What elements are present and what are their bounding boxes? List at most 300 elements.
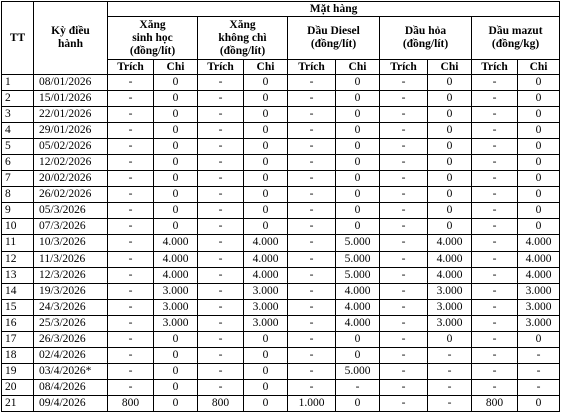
- row-tt: 6: [2, 155, 34, 171]
- cell-chi: 0: [518, 331, 560, 347]
- table-row: [2, 299, 560, 315]
- header-ky-dieu-hanh: [34, 2, 108, 75]
- table-row: [2, 75, 560, 91]
- cell-trich: -: [472, 155, 518, 171]
- cell-trich: -: [108, 283, 154, 299]
- header-product-line: Xăng: [229, 18, 256, 31]
- cell-chi: 4.000: [244, 251, 288, 267]
- row-date: 15/01/2026: [34, 91, 108, 107]
- fuel-price-table: [1, 1, 560, 412]
- cell-chi: 0: [244, 107, 288, 123]
- header-product-0: [108, 17, 198, 60]
- table-header: [2, 2, 560, 75]
- cell-trich: -: [288, 171, 336, 187]
- cell-chi: 0: [154, 171, 198, 187]
- cell-trich: -: [472, 123, 518, 139]
- cell-trich: -: [380, 331, 428, 347]
- table-row: [2, 267, 560, 283]
- table-row: [2, 283, 560, 299]
- cell-chi: -: [336, 379, 380, 395]
- cell-trich: -: [288, 219, 336, 235]
- cell-trich: 1.000: [288, 395, 336, 411]
- cell-chi: 4.000: [336, 283, 380, 299]
- cell-trich: -: [288, 155, 336, 171]
- cell-chi: 0: [336, 171, 380, 187]
- header-trich: Trích: [288, 60, 336, 75]
- cell-trich: -: [198, 347, 244, 363]
- cell-chi: 0: [428, 123, 472, 139]
- cell-trich: -: [288, 251, 336, 267]
- cell-trich: -: [288, 347, 336, 363]
- row-date: 05/3/2026: [34, 203, 108, 219]
- cell-trich: -: [472, 283, 518, 299]
- cell-trich: -: [380, 219, 428, 235]
- cell-chi: 0: [518, 219, 560, 235]
- cell-chi: 0: [244, 155, 288, 171]
- cell-trich: -: [472, 139, 518, 155]
- cell-trich: -: [380, 171, 428, 187]
- row-tt: 3: [2, 107, 34, 123]
- row-tt: 10: [2, 219, 34, 235]
- cell-chi: 4.000: [518, 235, 560, 251]
- row-date: 26/02/2026: [34, 187, 108, 203]
- cell-chi: 0: [244, 395, 288, 411]
- cell-trich: -: [380, 251, 428, 267]
- cell-chi: 0: [154, 363, 198, 379]
- cell-chi: -: [428, 395, 472, 411]
- table-row: [2, 203, 560, 219]
- row-date: 20/02/2026: [34, 171, 108, 187]
- cell-trich: -: [472, 331, 518, 347]
- cell-trich: -: [288, 187, 336, 203]
- header-chi: Chi: [154, 60, 198, 75]
- cell-chi: 0: [518, 155, 560, 171]
- header-product-3: [380, 17, 472, 60]
- cell-trich: -: [380, 91, 428, 107]
- cell-trich: -: [472, 171, 518, 187]
- cell-chi: 3.000: [154, 283, 198, 299]
- cell-trich: -: [380, 235, 428, 251]
- cell-trich: -: [288, 331, 336, 347]
- cell-chi: 5.000: [336, 363, 380, 379]
- header-ky-line1: Kỳ điều: [51, 25, 90, 37]
- cell-trich: -: [108, 91, 154, 107]
- cell-trich: -: [198, 331, 244, 347]
- cell-chi: 0: [518, 139, 560, 155]
- cell-trich: -: [108, 379, 154, 395]
- cell-chi: 3.000: [518, 299, 560, 315]
- cell-chi: 0: [428, 91, 472, 107]
- row-date: 08/01/2026: [34, 75, 108, 91]
- row-tt: 12: [2, 251, 34, 267]
- cell-chi: -: [428, 347, 472, 363]
- cell-chi: 0: [428, 331, 472, 347]
- table-row: [2, 123, 560, 139]
- cell-trich: -: [108, 123, 154, 139]
- header-trich: Trích: [472, 60, 518, 75]
- cell-trich: -: [108, 347, 154, 363]
- cell-chi: 0: [336, 347, 380, 363]
- cell-trich: -: [380, 267, 428, 283]
- header-product-line: (đồng/lít): [402, 38, 449, 50]
- cell-chi: 4.000: [428, 251, 472, 267]
- header-product-line: Dầu hỏa: [404, 25, 447, 37]
- cell-trich: 800: [198, 395, 244, 411]
- cell-chi: 4.000: [154, 267, 198, 283]
- header-product-line: (đồng/lít): [310, 38, 357, 50]
- cell-trich: -: [198, 219, 244, 235]
- row-date: 22/01/2026: [34, 107, 108, 123]
- cell-trich: -: [288, 315, 336, 331]
- cell-trich: -: [472, 299, 518, 315]
- cell-chi: 0: [154, 395, 198, 411]
- cell-chi: -: [428, 379, 472, 395]
- cell-chi: -: [518, 363, 560, 379]
- row-tt: 14: [2, 283, 34, 299]
- cell-trich: -: [198, 107, 244, 123]
- cell-chi: 3.000: [518, 283, 560, 299]
- cell-trich: -: [108, 363, 154, 379]
- cell-trich: -: [198, 299, 244, 315]
- header-chi: Chi: [244, 60, 288, 75]
- row-date: 29/01/2026: [34, 123, 108, 139]
- cell-chi: 0: [518, 203, 560, 219]
- cell-trich: -: [198, 123, 244, 139]
- cell-chi: 5.000: [336, 267, 380, 283]
- cell-chi: 0: [518, 395, 560, 411]
- cell-chi: 0: [244, 347, 288, 363]
- cell-trich: -: [472, 203, 518, 219]
- cell-chi: 0: [154, 123, 198, 139]
- cell-trich: -: [198, 139, 244, 155]
- cell-trich: -: [108, 75, 154, 91]
- cell-chi: 0: [428, 155, 472, 171]
- table-row: [2, 155, 560, 171]
- cell-trich: -: [198, 155, 244, 171]
- cell-chi: 0: [518, 91, 560, 107]
- table-row: [2, 139, 560, 155]
- cell-chi: 0: [518, 171, 560, 187]
- header-trich: Trích: [198, 60, 244, 75]
- table-row: [2, 347, 560, 363]
- cell-chi: 0: [428, 107, 472, 123]
- cell-trich: -: [472, 347, 518, 363]
- cell-chi: 0: [154, 331, 198, 347]
- header-product-line: (đồng/lít): [129, 44, 176, 57]
- cell-chi: -: [518, 347, 560, 363]
- cell-chi: 0: [244, 171, 288, 187]
- cell-chi: 0: [428, 139, 472, 155]
- cell-chi: 0: [336, 91, 380, 107]
- row-tt: 19: [2, 363, 34, 379]
- row-date: 12/02/2026: [34, 155, 108, 171]
- cell-chi: 0: [518, 187, 560, 203]
- row-date: 07/3/2026: [34, 219, 108, 235]
- cell-trich: -: [380, 75, 428, 91]
- cell-trich: 800: [108, 395, 154, 411]
- cell-chi: 0: [244, 75, 288, 91]
- cell-chi: 0: [336, 187, 380, 203]
- cell-trich: -: [108, 315, 154, 331]
- cell-chi: 4.000: [428, 235, 472, 251]
- header-trich: Trích: [380, 60, 428, 75]
- cell-chi: 0: [518, 75, 560, 91]
- cell-trich: -: [472, 379, 518, 395]
- row-tt: 16: [2, 315, 34, 331]
- cell-trich: -: [108, 219, 154, 235]
- cell-trich: -: [108, 187, 154, 203]
- cell-trich: -: [108, 107, 154, 123]
- cell-trich: -: [288, 363, 336, 379]
- row-date: 05/02/2026: [34, 139, 108, 155]
- cell-trich: -: [380, 203, 428, 219]
- cell-chi: 0: [336, 107, 380, 123]
- row-tt: 8: [2, 187, 34, 203]
- table-row: [2, 251, 560, 267]
- cell-trich: -: [108, 251, 154, 267]
- header-tt: TT: [2, 2, 34, 75]
- row-date: 25/3/2026: [34, 315, 108, 331]
- table-body: [2, 75, 560, 412]
- cell-chi: 4.000: [336, 299, 380, 315]
- cell-chi: 0: [336, 139, 380, 155]
- cell-trich: -: [198, 379, 244, 395]
- cell-chi: 0: [244, 219, 288, 235]
- cell-trich: -: [288, 91, 336, 107]
- cell-chi: 0: [244, 363, 288, 379]
- cell-chi: 0: [336, 219, 380, 235]
- cell-trich: -: [288, 75, 336, 91]
- cell-trich: -: [472, 267, 518, 283]
- cell-chi: 0: [336, 155, 380, 171]
- cell-chi: 3.000: [428, 299, 472, 315]
- cell-chi: 0: [154, 347, 198, 363]
- cell-trich: -: [198, 251, 244, 267]
- cell-trich: -: [198, 267, 244, 283]
- cell-trich: -: [472, 219, 518, 235]
- cell-chi: 0: [336, 75, 380, 91]
- cell-chi: 0: [244, 203, 288, 219]
- row-tt: 5: [2, 139, 34, 155]
- row-tt: 2: [2, 91, 34, 107]
- header-product-1: [198, 17, 288, 60]
- cell-trich: -: [380, 155, 428, 171]
- cell-trich: -: [288, 299, 336, 315]
- cell-chi: 0: [154, 203, 198, 219]
- cell-chi: 4.000: [244, 267, 288, 283]
- cell-chi: 0: [154, 155, 198, 171]
- cell-chi: 0: [154, 139, 198, 155]
- cell-chi: 0: [518, 107, 560, 123]
- cell-chi: 5.000: [336, 235, 380, 251]
- cell-trich: -: [472, 91, 518, 107]
- table-row: [2, 187, 560, 203]
- row-tt: 21: [2, 395, 34, 411]
- cell-chi: 3.000: [244, 283, 288, 299]
- cell-chi: 0: [428, 203, 472, 219]
- cell-trich: -: [380, 379, 428, 395]
- cell-chi: -: [518, 379, 560, 395]
- row-date: 02/4/2026: [34, 347, 108, 363]
- table-row: [2, 395, 560, 411]
- header-product-line: Dầu mazut: [488, 25, 543, 37]
- table-row: [2, 219, 560, 235]
- cell-chi: 0: [244, 91, 288, 107]
- cell-trich: -: [472, 75, 518, 91]
- table-row: [2, 379, 560, 395]
- cell-trich: -: [108, 171, 154, 187]
- cell-chi: 0: [428, 187, 472, 203]
- header-product-4: [472, 17, 560, 60]
- cell-trich: -: [108, 267, 154, 283]
- header-product-line: Xăng: [139, 18, 166, 31]
- row-tt: 15: [2, 299, 34, 315]
- cell-trich: -: [380, 363, 428, 379]
- header-product-line: Dầu Diesel: [307, 25, 360, 37]
- cell-chi: 0: [244, 139, 288, 155]
- cell-trich: -: [108, 299, 154, 315]
- cell-chi: 0: [244, 379, 288, 395]
- cell-chi: 5.000: [336, 251, 380, 267]
- cell-trich: -: [288, 203, 336, 219]
- cell-chi: 4.000: [336, 315, 380, 331]
- row-date: 08/4/2026: [34, 379, 108, 395]
- row-date: 12/3/2026: [34, 267, 108, 283]
- cell-chi: 0: [428, 219, 472, 235]
- row-tt: 1: [2, 75, 34, 91]
- cell-trich: -: [380, 299, 428, 315]
- cell-chi: 3.000: [154, 315, 198, 331]
- cell-chi: 4.000: [518, 251, 560, 267]
- cell-trich: 800: [472, 395, 518, 411]
- cell-chi: 0: [428, 75, 472, 91]
- cell-trich: -: [108, 331, 154, 347]
- header-mat-hang: Mặt hàng: [108, 2, 560, 17]
- cell-chi: 3.000: [244, 315, 288, 331]
- cell-trich: -: [198, 283, 244, 299]
- cell-chi: 4.000: [518, 267, 560, 283]
- cell-trich: -: [472, 235, 518, 251]
- cell-trich: -: [198, 235, 244, 251]
- cell-chi: 0: [154, 91, 198, 107]
- table-row: [2, 315, 560, 331]
- cell-trich: -: [380, 315, 428, 331]
- row-date: 10/3/2026: [34, 235, 108, 251]
- cell-trich: -: [380, 107, 428, 123]
- row-tt: 17: [2, 331, 34, 347]
- table-row: [2, 171, 560, 187]
- row-tt: 11: [2, 235, 34, 251]
- cell-trich: -: [198, 91, 244, 107]
- cell-trich: -: [472, 107, 518, 123]
- cell-chi: 4.000: [244, 235, 288, 251]
- cell-trich: -: [288, 123, 336, 139]
- row-tt: 20: [2, 379, 34, 395]
- cell-chi: 0: [518, 123, 560, 139]
- cell-chi: 3.000: [154, 299, 198, 315]
- cell-chi: 0: [244, 187, 288, 203]
- header-chi: Chi: [428, 60, 472, 75]
- header-ky-line2: hành: [58, 38, 83, 50]
- table-row: [2, 331, 560, 347]
- cell-trich: -: [198, 187, 244, 203]
- header-chi: Chi: [518, 60, 560, 75]
- cell-chi: 0: [336, 203, 380, 219]
- cell-trich: -: [472, 187, 518, 203]
- header-product-line: sinh học: [132, 31, 173, 44]
- cell-chi: 0: [336, 123, 380, 139]
- cell-chi: 0: [244, 123, 288, 139]
- cell-chi: 4.000: [154, 235, 198, 251]
- cell-chi: 4.000: [154, 251, 198, 267]
- cell-chi: 0: [154, 379, 198, 395]
- cell-chi: 0: [336, 395, 380, 411]
- cell-trich: -: [198, 203, 244, 219]
- row-date: 19/3/2026: [34, 283, 108, 299]
- cell-trich: -: [288, 139, 336, 155]
- row-date: 11/3/2026: [34, 251, 108, 267]
- cell-trich: -: [198, 75, 244, 91]
- cell-trich: -: [108, 139, 154, 155]
- cell-trich: -: [198, 315, 244, 331]
- table-row: [2, 107, 560, 123]
- cell-trich: -: [380, 187, 428, 203]
- cell-chi: 4.000: [428, 267, 472, 283]
- cell-trich: -: [380, 123, 428, 139]
- cell-trich: -: [380, 283, 428, 299]
- table-row: [2, 91, 560, 107]
- cell-chi: 0: [244, 331, 288, 347]
- cell-trich: -: [380, 395, 428, 411]
- cell-trich: -: [288, 267, 336, 283]
- header-product-2: [288, 17, 380, 60]
- cell-trich: -: [472, 315, 518, 331]
- cell-chi: 3.000: [428, 315, 472, 331]
- row-tt: 13: [2, 267, 34, 283]
- cell-trich: -: [288, 379, 336, 395]
- table-row: [2, 363, 560, 379]
- row-tt: 9: [2, 203, 34, 219]
- cell-trich: -: [108, 155, 154, 171]
- row-tt: 7: [2, 171, 34, 187]
- header-product-line: không chì: [218, 31, 267, 44]
- row-tt: 4: [2, 123, 34, 139]
- cell-trich: -: [198, 171, 244, 187]
- cell-chi: 3.000: [518, 315, 560, 331]
- row-date: 24/3/2026: [34, 299, 108, 315]
- cell-chi: 0: [154, 219, 198, 235]
- cell-trich: -: [472, 363, 518, 379]
- cell-trich: -: [380, 347, 428, 363]
- row-date: 03/4/2026*: [34, 363, 108, 379]
- cell-chi: 0: [154, 187, 198, 203]
- cell-trich: -: [108, 203, 154, 219]
- header-chi: Chi: [336, 60, 380, 75]
- cell-trich: -: [288, 283, 336, 299]
- header-trich: Trích: [108, 60, 154, 75]
- table-row: [2, 235, 560, 251]
- cell-trich: -: [472, 251, 518, 267]
- cell-chi: -: [428, 363, 472, 379]
- cell-chi: 0: [154, 107, 198, 123]
- row-tt: 18: [2, 347, 34, 363]
- cell-chi: 0: [428, 171, 472, 187]
- cell-chi: 0: [154, 75, 198, 91]
- header-product-line: (đồng/lít): [219, 44, 266, 57]
- cell-trich: -: [288, 107, 336, 123]
- header-product-line: (đồng/kg): [491, 38, 540, 50]
- cell-chi: 3.000: [428, 283, 472, 299]
